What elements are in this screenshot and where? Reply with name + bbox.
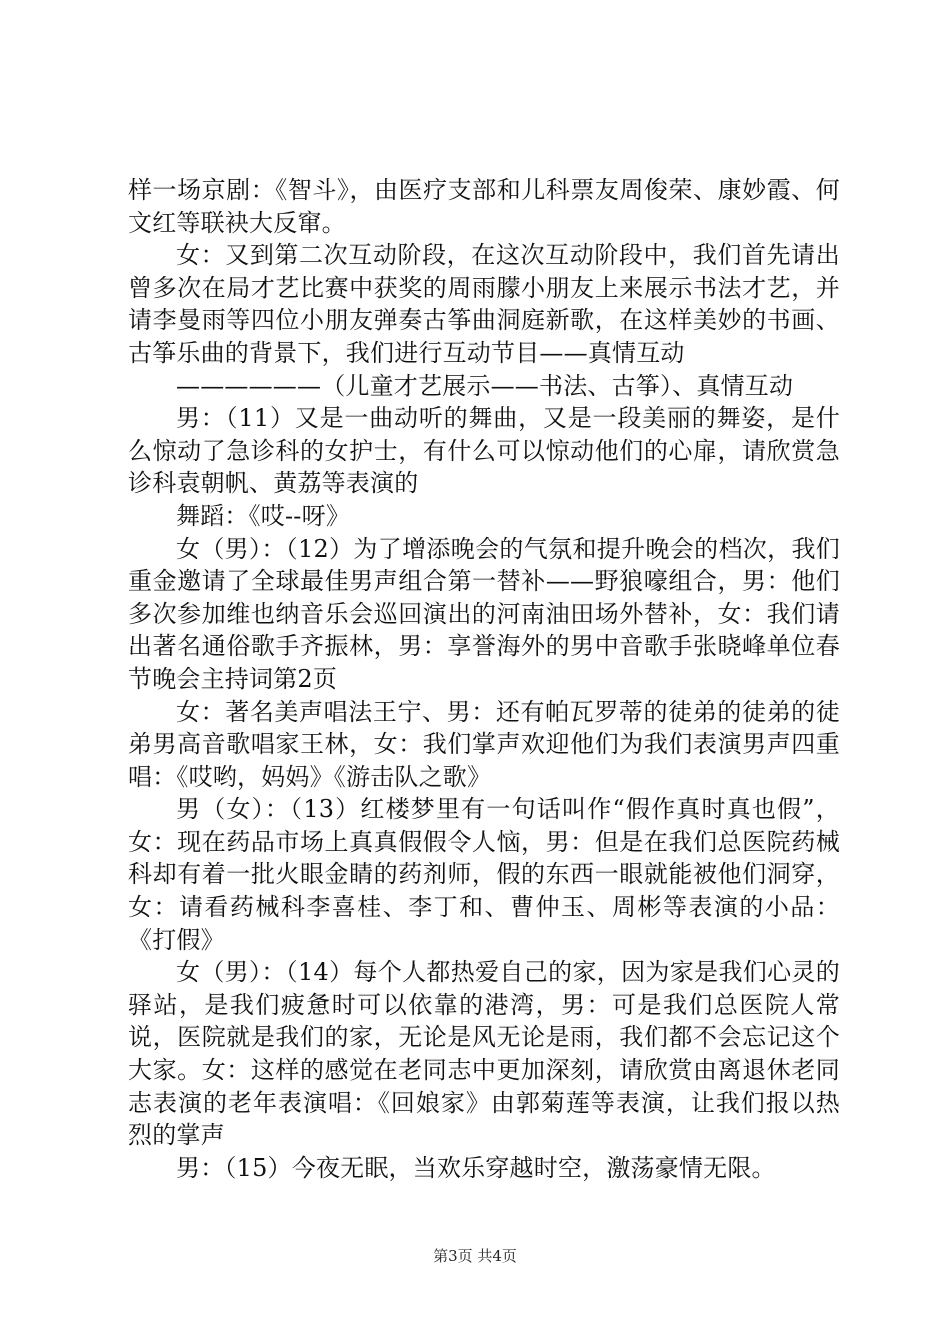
paragraph-group-intro: 女（男）：（12）为了增添晚会的气氛和提升晚会的档次，我们重金邀请了全球最佳男声组合第一替补——野狼嚎组合，男：他们多次参加维也纳音乐会巡回演出的河南油田场外替补，女：我们请出著名通俗歌手齐振林，男：享誉海外的男中音歌手张晓峰单位春节晚会主持词第2页	[128, 534, 840, 693]
paragraph-dance-intro: 男：（11）又是一曲动听的舞曲，又是一段美丽的舞姿，是什么惊动了急诊科的女护士，有什么可以惊动他们的心扉，请欣赏急诊科袁朝帆、黄荔等表演的	[128, 404, 840, 498]
paragraph-retiree-intro: 女（男）：（14）每个人都热爱自己的家，因为家是我们心灵的驿站，是我们疲惫时可以依靠的港湾，男：可是我们总医院人常说，医院就是我们的家，无论是风无论是雨，我们都不会忘记这个大家。女：这样的感觉在老同志中更加深刻，请欣赏由离退休老同志表演的老年表演唱：《回娘家》由郭菊莲等表演，让我们报以热烈的掌声	[128, 958, 840, 1150]
paragraph-closing-line: 男：（15）今夜无眠，当欢乐穿越时空，激荡豪情无限。	[176, 1153, 776, 1182]
paragraph-quartet-intro: 女：著名美声唱法王宁、男：还有帕瓦罗蒂的徒弟的徒弟的徒弟男高音歌唱家王林，女：我们掌声欢迎他们为我们表演男声四重唱：《哎哟，妈妈》《游击队之歌》	[128, 697, 840, 791]
paragraph-continuation: 样一场京剧：《智斗》，由医疗支部和儿科票友周俊荣、康妙霞、何文红等联袂大反窜。	[128, 176, 840, 237]
paragraph-interaction-intro: 女：又到第二次互动阶段，在这次互动阶段中，我们首先请出曾多次在局才艺比赛中获奖的周雨朦小朋友上来展示书法才艺，并请李曼雨等四位小朋友弹奏古筝曲洞庭新歌，在这样美妙的书画、古筝乐曲的背景下，我们进行互动节目——真情互动	[128, 241, 840, 367]
paragraph-dance-title: 舞蹈：《哎--呀》	[176, 501, 351, 530]
page-number-footer: 第3页 共4页	[433, 1247, 517, 1265]
document-body	[128, 174, 840, 1184]
paragraph-skit-intro: 男（女）：（13）红楼梦里有一句话叫作“假作真时真也假”，女：现在药品市场上真真假假令人恼，男：但是在我们总医院药械科却有着一批火眼金睛的药剂师，假的东西一眼就能被他们洞穿，女：请看药械科李喜桂、李丁和、曹仲玉、周彬等表演的小品：《打假》	[128, 795, 840, 954]
paragraph-program-note: ——————（儿童才艺展示——书法、古筝）、真情互动	[176, 371, 794, 400]
